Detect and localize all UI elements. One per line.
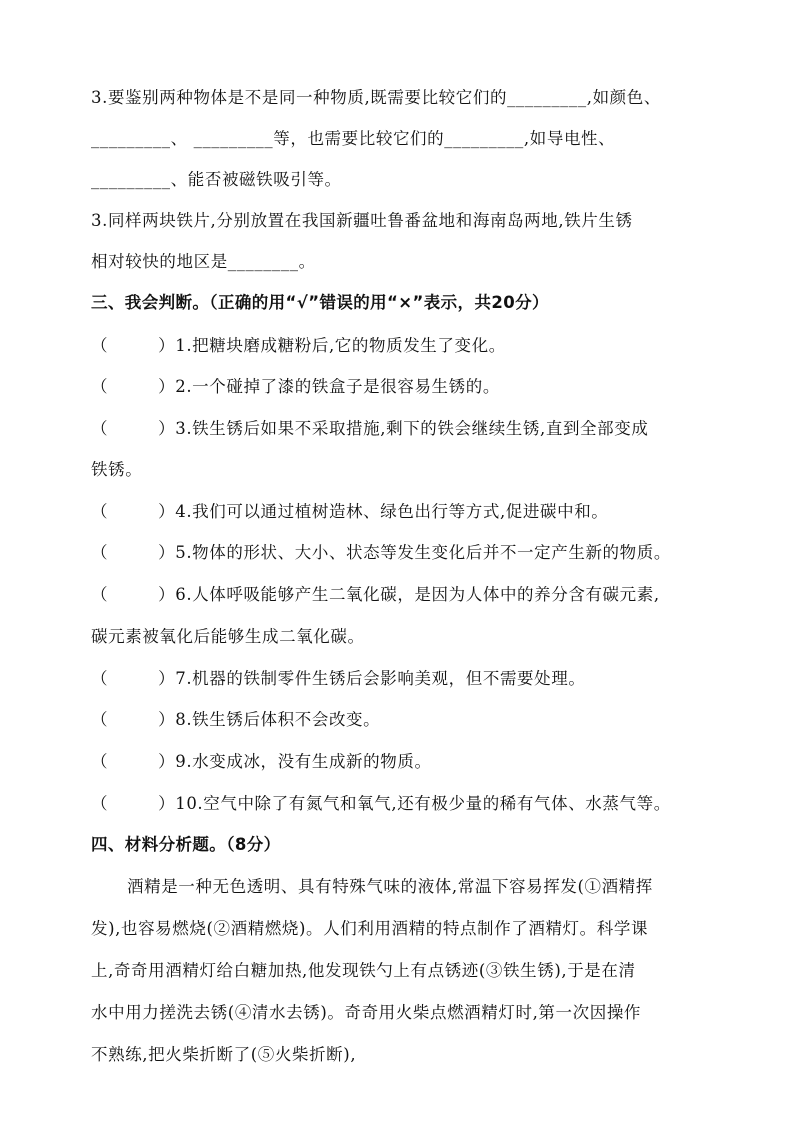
paren-open: （ [91, 710, 109, 729]
judge-item-6 [91, 584, 660, 606]
paren-close: ） [158, 419, 176, 438]
paren-close: ） [158, 585, 176, 604]
paren-open: （ [91, 794, 109, 813]
question-3a-line-3: _________、能否被磁铁吸引等。 [91, 170, 342, 189]
paren-close: ） [158, 543, 176, 562]
paren-open: （ [91, 669, 109, 688]
judge-item-3-continuation: 铁锈。 [91, 460, 143, 479]
judge-item-text: 3.铁生锈后如果不采取措施,剩下的铁会继续生锈,直到全部变成 [175, 419, 649, 438]
judge-item-text: 7.机器的铁制零件生锈后会影响美观，但不需要处理。 [175, 669, 586, 688]
judge-item-text: 6.人体呼吸能够产生二氧化碳，是因为人体中的养分含有碳元素, [175, 585, 660, 604]
material-paragraph-line-1: 酒精是一种无色透明、具有特殊气味的液体,常温下容易挥发(①酒精挥 [127, 877, 653, 896]
paren-open: （ [91, 543, 109, 562]
judge-item-text: 9.水变成冰，没有生成新的物质。 [175, 752, 432, 771]
paren-close: ） [158, 377, 176, 396]
judge-item-text: 8.铁生锈后体积不会改变。 [175, 710, 381, 729]
paren-open: （ [91, 336, 109, 355]
question-3a-line-2: _________、 _________等，也需要比较它们的_________,如导电性、 [91, 129, 616, 148]
judge-item-text: 4.我们可以通过植树造林、绿色出行等方式,促进碳中和。 [175, 502, 609, 521]
judge-item-6-continuation: 碳元素被氧化后能够生成二氧化碳。 [91, 627, 365, 646]
judge-item-5 [91, 542, 671, 564]
judge-item-3 [91, 418, 648, 440]
paren-close: ） [158, 710, 176, 729]
paren-open: （ [91, 585, 109, 604]
judge-item-text: 2.一个碰掉了漆的铁盒子是很容易生锈的。 [175, 377, 500, 396]
paren-close: ） [158, 794, 176, 813]
section-4-heading: 四、材料分析题。（8分） [91, 835, 281, 854]
material-paragraph-line-2: 发),也容易燃烧(②酒精燃烧)。人们利用酒精的特点制作了酒精灯。科学课 [91, 919, 649, 938]
judge-item-7 [91, 668, 585, 690]
judge-item-text: 1.把糖块磨成糖粉后,它的物质发生了变化。 [175, 336, 506, 355]
paren-open: （ [91, 377, 109, 396]
question-3b-line-1: 3.同样两块铁片,分别放置在我国新疆吐鲁番盆地和海南岛两地,铁片生锈 [91, 211, 633, 230]
question-3a-line-1: 3.要鉴别两种物体是不是同一种物质,既需要比较它们的_________,如颜色、 [91, 88, 661, 107]
judge-item-text: 5.物体的形状、大小、状态等发生变化后并不一定产生新的物质。 [175, 543, 671, 562]
judge-item-text: 10.空气中除了有氮气和氧气,还有极少量的稀有气体、水蒸气等。 [175, 794, 671, 813]
paren-open: （ [91, 752, 109, 771]
judge-item-10 [91, 793, 671, 815]
paren-open: （ [91, 419, 109, 438]
judge-item-8 [91, 709, 380, 731]
paren-open: （ [91, 502, 109, 521]
judge-item-1 [91, 335, 506, 357]
question-3b-line-2: 相对较快的地区是________。 [91, 252, 316, 271]
paren-close: ） [158, 752, 176, 771]
judge-item-2 [91, 376, 500, 398]
paren-close: ） [158, 502, 176, 521]
material-paragraph-line-4: 水中用力搓洗去锈(④清水去锈)。奇奇用火柴点燃酒精灯时,第一次因操作 [91, 1003, 642, 1022]
material-paragraph-line-3: 上,奇奇用酒精灯给白糖加热,他发现铁勺上有点锈迹(③铁生锈),于是在清 [91, 961, 636, 980]
paren-close: ） [158, 669, 176, 688]
judge-item-9 [91, 751, 432, 773]
material-paragraph-line-5: 不熟练,把火柴折断了(⑤火柴折断), [91, 1045, 357, 1064]
section-3-heading: 三、我会判断。（正确的用“√”错误的用“×”表示，共20分） [91, 293, 549, 312]
paren-close: ） [158, 336, 176, 355]
judge-item-4 [91, 501, 608, 523]
